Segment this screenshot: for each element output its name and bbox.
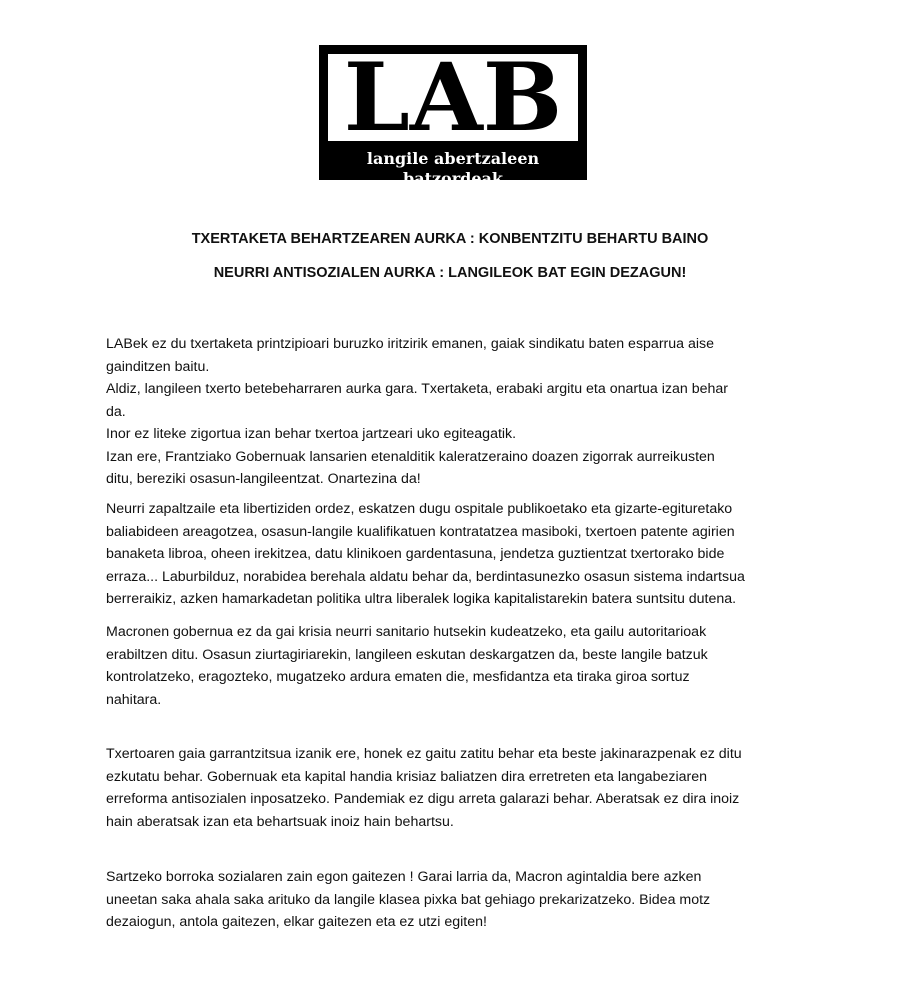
paragraph-line: erabiltzen ditu. Osasun ziurtagiriarekin, langileen eskutan deskargatzen da, beste langile batzuk [106, 646, 708, 663]
paragraph-line: ditu, bereziki osasun-langileentzat. Onartezina da! [106, 471, 421, 487]
paragraph-line: Sartzeko borroka sozialaren zain egon gaitezen ! Garai larria da, Macron agintaldia bere azken [106, 869, 702, 885]
paragraph-line: LABek ez du txertaketa printzipioari buruzko iritzirik emanen, gaiak sindikatu baten esparrua aise [106, 336, 715, 352]
paragraph-line: kontrolatzeko, eragozteko, mugatzeko ardura ematen die, mesfidantza eta tiraka giroa sortuz [106, 669, 690, 685]
paragraph-line: ezkutatu behar. Gobernuak eta kapital handia krisiaz baliatzen dira erretreten eta langabeziaren [106, 768, 707, 785]
paragraph-line: Aldiz, langileen txerto betebeharraren aurka gara. Txertaketa, erabaki argitu eta onartua izan behar [106, 381, 729, 397]
paragraph-line: banaketa libroa, oheen irekitzea, datu klinikoen gardentasuna, jendetza guztientzat txertorako bide [106, 546, 725, 562]
paragraph-line: Inor ez liteke zigortua izan behar txertoa jartzeari uko egiteagatik. [106, 426, 517, 442]
paragraph-line: berreraikiz, azken hamarkadetan politika ultra liberalek logika kapitalistarekin batera suntsitu dutena. [106, 591, 737, 607]
paragraph-line: nahitara. [106, 691, 162, 708]
paragraph-line: Neurri zapaltzaile eta libertiziden ordez, eskatzen dugu ospitale publikoetako eta gizarte-egituretako [106, 501, 733, 517]
paragraph-line: Txertoaren gaia garrantzitsua izanik ere, honek ez gaitu zatitu behar eta beste jakinarazpenak ez ditu [106, 746, 742, 762]
paragraph-line: Macronen gobernua ez da gai krisia neurri sanitario hutsekin kudeatzeko, eta gailu autoritarioak [106, 624, 707, 640]
logo-letter-panel [328, 54, 578, 141]
paragraph-line: Izan ere, Frantziako Gobernuak lansarien etenalditik kaleratzeraino doazen zigorrak aurreikusten [106, 448, 715, 465]
logo-letters: LAB [343, 54, 563, 141]
paragraph-line: hain aberatsak izan eta behartsuak inoiz hain behartsu. [106, 813, 454, 830]
paragraph-line: gainditzen baitu. [106, 358, 210, 375]
paragraph-4 [106, 743, 796, 833]
heading-line-2: NEURRI ANTISOZIALEN AURKA : LANGILEOK BAT EGIN DEZAGUN! [213, 265, 687, 281]
paragraph-5 [106, 866, 796, 934]
heading-line-1: TXERTAKETA BEHARTZEAREN AURKA : KONBENTZITU BEHARTU BAINO [191, 231, 709, 247]
paragraph-line: baliabideen areagotzea, osasun-langile kualifikatuen kontratatzea masiboki, txertoen patente agirien [106, 523, 735, 540]
paragraph-line: erraza... Laburbilduz, norabidea berehala aldatu behar da, berdintasunezko osasun sistema indartsua [106, 568, 745, 585]
paragraph-line: da. [106, 403, 126, 420]
paragraph-1 [106, 333, 796, 491]
paragraph-line: dezaiogun, antola gaitezen, elkar gaitezen eta ez utzi egiten! [106, 914, 487, 930]
paragraph-line: erreforma antisozialen inposatzeko. Pandemiak ez digu arreta galarazi behar. Aberatsak ez dira inoiz [106, 791, 740, 807]
logo-subtitle: langile abertzaleen batzordeak [366, 149, 540, 188]
paragraph-2 [106, 498, 796, 611]
paragraph-3 [106, 621, 796, 711]
lab-logo [319, 45, 587, 188]
paragraph-line: uneetan saka ahala saka arituko da langile klasea pixka bat gehiago prekarizatzeko. Bidea motz [106, 891, 711, 908]
